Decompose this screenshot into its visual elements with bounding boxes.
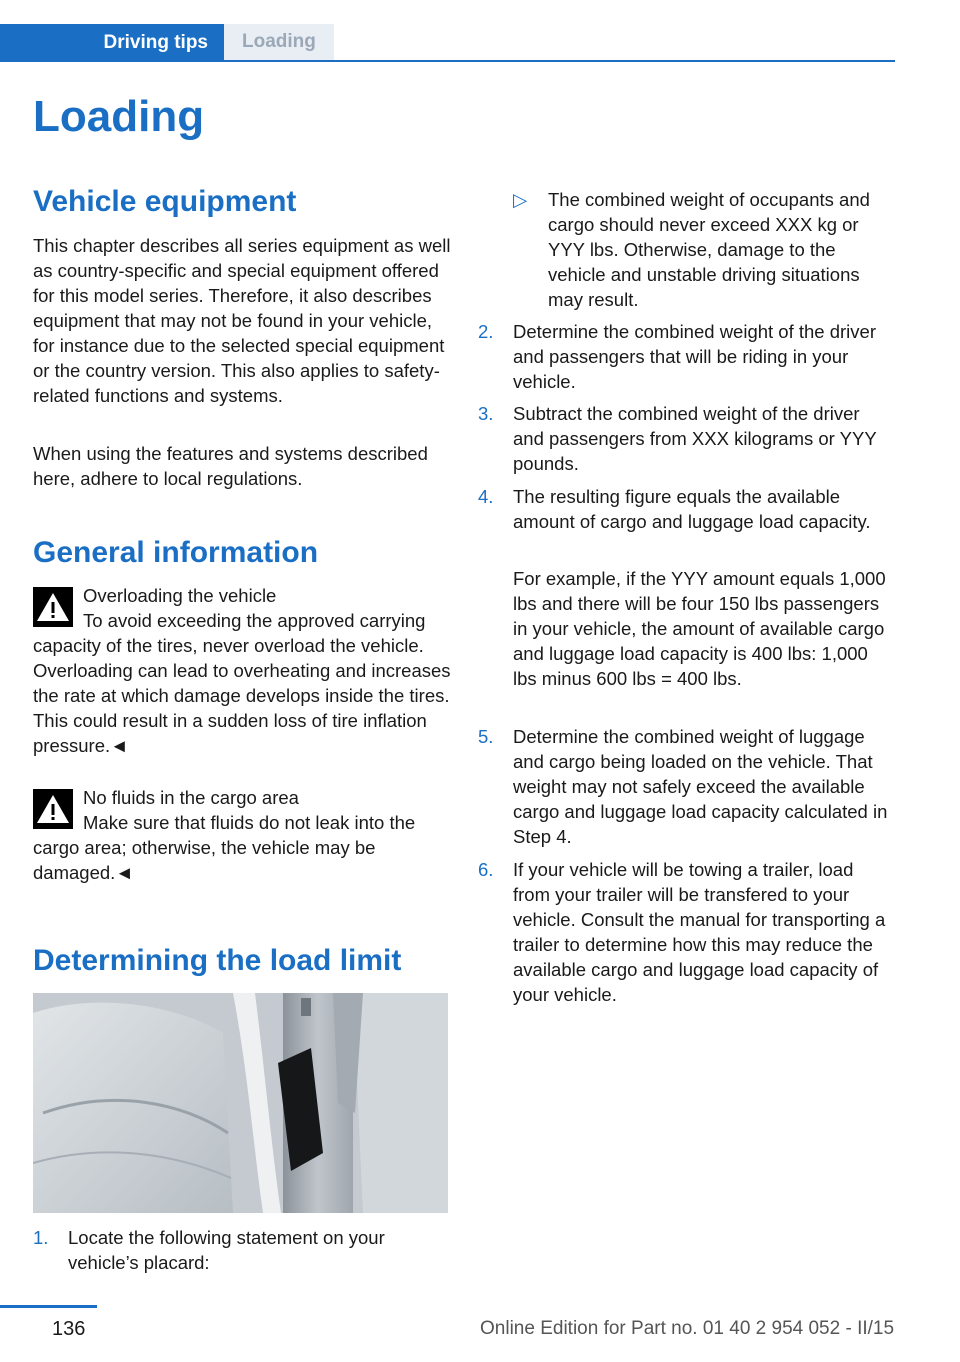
warning-body: To avoid exceeding the approved carrying capacity of the tires, never overload the vehicle. Overloading can lead to overheating and increases the rate at which damage develops inside the tires. This could result in a sudden loss of tire inflation pressure.◄ [33,610,451,756]
list-item-placard-statement [513,187,893,312]
section-title-vehicle-equipment: Vehicle equipment [33,185,297,218]
footer-rule [0,1305,97,1308]
warning-fluids [33,785,451,885]
list-item-example [478,566,894,691]
warning-body: Make sure that fluids do not leak into the cargo area; otherwise, the vehicle may be damaged.◄ [33,812,416,883]
warning-title: Overloading the vehicle [83,585,277,606]
step-text: Determine the combined weight of luggage and cargo being loaded on the vehicle. That weight may not safely exceed the available cargo and luggage load capacity calculated in Step 4. [513,726,888,847]
step-number: 3. [478,403,494,424]
step-text: Subtract the combined weight of the driver and passengers from XXX kilograms or YYY pounds. [513,403,877,474]
step-number: 5. [478,726,494,747]
step-text: The resulting figure equals the available amount of cargo and luggage load capacity. [513,486,871,532]
step-number: 4. [478,486,494,507]
list-item-step-3 [478,401,894,476]
step-number: 2. [478,321,494,342]
warning-title: No fluids in the cargo area [83,787,299,808]
step-text: If your vehicle will be towing a trailer, load from your trailer will be transfered to your vehicle. Consult the manual for transporting a trailer to determine how this may reduce the available cargo and luggage load capacity of your vehicle. [513,859,886,1005]
step-text: Locate the following statement on your vehicle’s placard: [68,1227,385,1273]
section-title-load-limit: Determining the load limit [33,944,402,977]
step-number: 6. [478,859,494,880]
tab-loading[interactable]: Loading [224,24,334,60]
tab-driving-tips[interactable]: Driving tips [0,24,224,62]
page-number: 136 [52,1318,86,1340]
header-rule [0,60,895,62]
paragraph-equipment: This chapter describes all series equipment as well as country-specific and special equipment offered for this model series. Therefore, it also describes equipment that may not be found in your vehicle, for instance due to the selected special equipment or the country version. This also applies to safety-related functions and systems. [33,235,451,406]
paragraph-regulations: When using the features and systems described here, adhere to local regulations. [33,443,428,489]
step-number: 1. [33,1227,49,1248]
list-item-step-6 [478,857,894,1007]
warning-icon [33,587,73,627]
list-item-step-1 [33,1225,451,1275]
section-title-general-information: General information [33,536,319,569]
warning-overloading [33,583,451,758]
step-text: The combined weight of occupants and cargo should never exceed XXX kg or YYY lbs. Otherwise, damage to the vehicle and unstable driving situations may result. [548,189,870,310]
door-pillar-photo-icon [33,993,448,1213]
page-title: Loading [33,92,205,141]
example-text: For example, if the YYY amount equals 1,000 lbs and there will be four 150 lbs passengers in your vehicle, the amount of available cargo and luggage load capacity is 400 lbs: 1,000 lbs minus 600 lbs = 400 lbs. [513,568,886,689]
placard-photo [33,993,448,1213]
step-text: Determine the combined weight of the driver and passengers that will be riding in your vehicle. [513,321,876,392]
list-item-step-2 [478,319,894,394]
edition-note: Online Edition for Part no. 01 40 2 954 052 - II/15 [480,1318,895,1339]
list-item-step-5 [478,724,894,849]
list-item-step-4 [478,484,894,534]
triangle-bullet-icon: ▷ [513,189,528,210]
header-bar [0,24,895,62]
warning-icon [33,789,73,829]
